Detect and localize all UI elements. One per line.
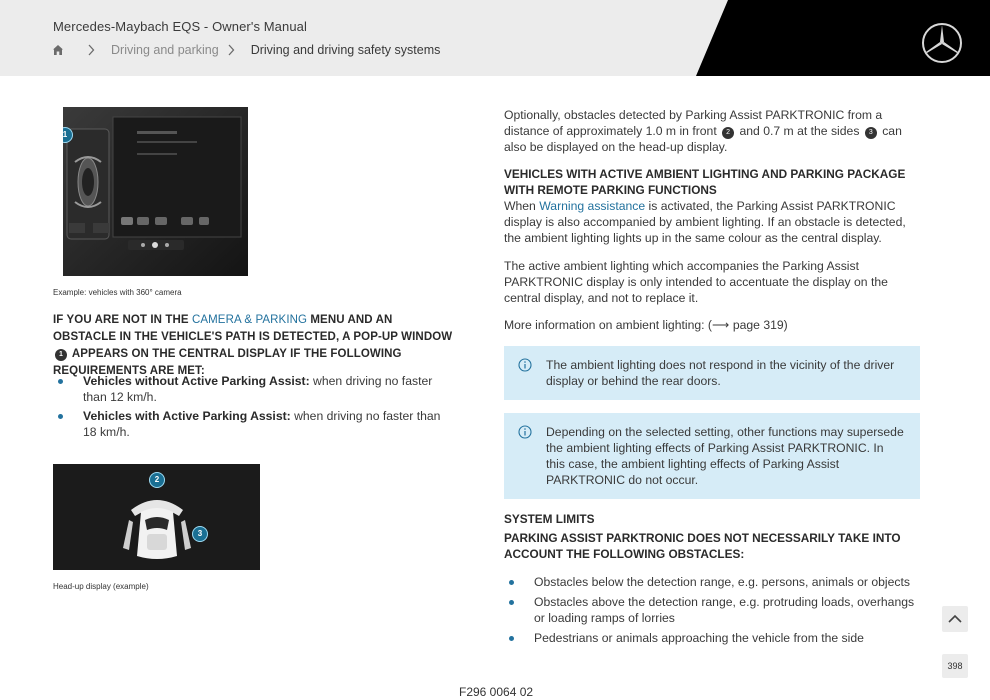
requirements-text-part3: APPEARS ON THE CENTRAL DISPLAY IF THE FOLLOWING REQUIREMENTS ARE MET: <box>53 348 402 377</box>
ambient-lighting-heading: VEHICLES WITH ACTIVE AMBIENT LIGHTING AND PARKING PACKAGE WITH REMOTE PARKING FUNCTIONS <box>504 167 906 197</box>
info-box-settings <box>504 413 920 499</box>
scroll-to-top-button[interactable] <box>942 606 968 632</box>
system-limits-heading: SYSTEM LIMITS <box>504 512 595 526</box>
obstacles-heading: PARKING ASSIST PARKTRONIC DOES NOT NECESSARILY TAKE INTO ACCOUNT THE FOLLOWING OBSTACLES: <box>504 531 901 561</box>
breadcrumb <box>52 42 440 58</box>
obstacles-list <box>504 574 924 650</box>
inline-marker-1: 1 <box>55 349 67 361</box>
central-display-image <box>63 107 248 276</box>
mercedes-star-logo[interactable] <box>921 22 963 64</box>
page-number: 398 <box>942 654 968 678</box>
chevron-right-icon <box>227 44 235 56</box>
more-info-link[interactable]: More information on ambient lighting: (⟶ page 319) <box>504 318 788 332</box>
list-item-text: when driving no faster than 12 km/h. <box>83 374 433 404</box>
intro-text-part1: Optionally, obstacles detected by Parking Assist PARKTRONIC from a distance of approximately 1.0 m in front <box>504 108 883 138</box>
info-icon <box>518 425 532 439</box>
ambient-paragraph-2: The active ambient lighting which accompanies the Parking Assist PARKTRONIC display is only intended to accentuate the display on the central display, and not to replace it. <box>504 259 888 305</box>
list-item-bold: Vehicles with Active Parking Assist: <box>83 409 291 423</box>
ambient-text-part2: is activated, the Parking Assist PARKTRONIC display is also accompanied by ambient lighting. If an obstacle is detected, the ambient lighting lights up in the same colour as the central display. <box>504 199 906 245</box>
figure-caption-2: Head-up display (example) <box>53 582 149 591</box>
camera-parking-link[interactable]: CAMERA & PARKING <box>191 314 308 326</box>
info-box-ambient-limits <box>504 346 920 400</box>
list-item <box>53 373 453 405</box>
breadcrumb-current-page: Driving and driving safety systems <box>250 43 441 57</box>
chevron-right-icon <box>87 44 95 56</box>
list-item-text: when driving no faster than 18 km/h. <box>83 409 441 439</box>
parktronic-popup-illustration <box>63 107 248 276</box>
callout-marker-3: 3 <box>192 526 208 542</box>
list-item: Pedestrians or animals approaching the vehicle from the side <box>504 630 924 646</box>
breadcrumb-link-driving-parking[interactable]: Driving and parking <box>111 43 219 57</box>
requirements-text-part1: IF YOU ARE NOT IN THE <box>53 314 192 326</box>
header-brand-band <box>0 0 990 76</box>
info-box-text: Depending on the selected setting, other functions may supersede the ambient lighting effects of Parking Assist PARKTRONIC. In this case, the ambient lighting effects of Parking Assist PARKTRONIC do not occur. <box>546 425 904 487</box>
hud-intro-paragraph <box>504 107 920 155</box>
head-up-display-image <box>53 464 260 570</box>
list-item: Obstacles above the detection range, e.g. protruding loads, overhangs or loading ramps of lorries <box>504 594 924 626</box>
requirements-heading <box>53 312 458 380</box>
intro-text-part2: and 0.7 m at the sides <box>736 124 863 138</box>
intro-text-part3: can also be displayed on the head-up display. <box>504 124 902 154</box>
page-header <box>0 0 990 76</box>
list-item <box>53 408 453 440</box>
inline-marker-2: 2 <box>722 127 734 139</box>
home-icon[interactable] <box>52 44 64 56</box>
info-box-text: The ambient lighting does not respond in the vicinity of the driver display or behind the rear doors. <box>546 358 895 388</box>
chevron-up-icon <box>948 614 962 624</box>
requirements-text-part2: MENU AND AN OBSTACLE IN THE VEHICLE'S PATH IS DETECTED, A POP-UP WINDOW <box>53 314 453 343</box>
info-icon <box>518 358 532 372</box>
ambient-text-part1: When <box>504 199 540 213</box>
warning-assistance-link[interactable]: Warning assistance <box>539 199 646 213</box>
callout-marker-2: 2 <box>149 472 165 488</box>
callout-marker-1: 1 <box>63 127 73 143</box>
speed-requirements-list <box>53 373 453 443</box>
ambient-paragraph <box>504 198 920 246</box>
document-title: Mercedes-Maybach EQS - Owner's Manual <box>53 19 307 34</box>
list-item-bold: Vehicles without Active Parking Assist: <box>83 374 310 388</box>
figure-code: F296 0064 02 <box>459 685 534 699</box>
figure-caption-1: Example: vehicles with 360° camera <box>53 288 182 297</box>
list-item: Obstacles below the detection range, e.g. persons, animals or objects <box>504 574 924 590</box>
inline-marker-3: 3 <box>865 127 877 139</box>
